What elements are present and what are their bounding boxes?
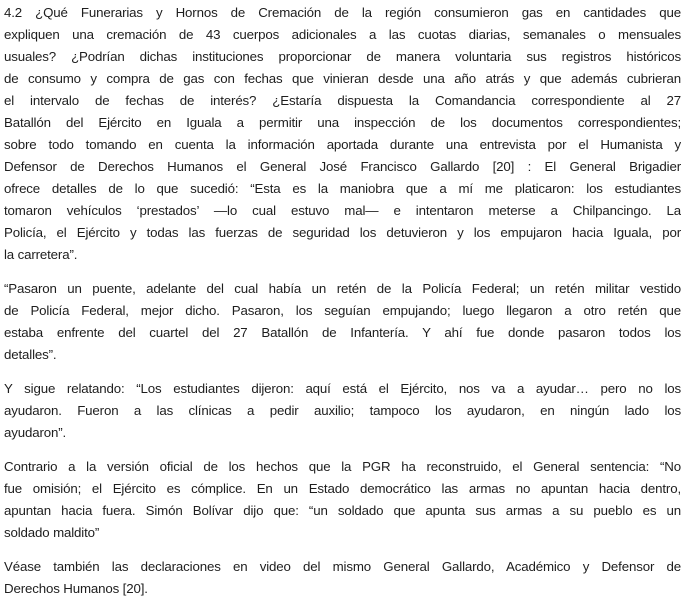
text-line: expliquen una cremación de 43 cuerpos adicionales a las cuotas diarias, semanales o mensuales [4, 27, 681, 42]
text-line: de Policía Federal, mejor dicho. Pasaron, los seguían empujando; luego llegaron a otro retén que [4, 303, 681, 318]
text-line: Defensor de Derechos Humanos el General José Francisco Gallardo [20] : El General Brigadier [4, 159, 681, 174]
text-line: usuales? ¿Podrían dichas instituciones proporcionar de manera voluntaria sus registros históricos [4, 49, 681, 64]
paragraph-see-also [4, 556, 681, 600]
paragraph-checkpoint-quote [4, 278, 681, 366]
text-line: ofrece detalles de lo que sucedió: “Esta es la maniobra que a mí me platicaron: los estudiantes [4, 181, 681, 196]
text-line: sobre todo tomando en cuenta la información aportada durante una entrevista por el Humanista y [4, 137, 681, 152]
paragraph-students-quote [4, 378, 681, 444]
text-line: detalles”. [4, 347, 57, 362]
text-line: Véase también las declaraciones en video del mismo General Gallardo, Académico y Defensor de [4, 559, 681, 574]
text-line: fue omisión; el Ejército es cómplice. En un Estado democrático las armas no apuntan hacia dentro, [4, 481, 681, 496]
text-line: Policía, el Ejército y todas las fuerzas de seguridad los detuvieron y los empujaron hacia Iguala, por [4, 225, 681, 240]
text-line: el intervalo de fechas de interés? ¿Estaría dispuesta la Comandancia correspondiente al 27 [4, 93, 681, 108]
text-line: Batallón del Ejército en Iguala a permitir una inspección de los documentos correspondientes; [4, 115, 681, 130]
text-line: estaba enfrente del cuartel del 27 Batallón de Infantería. Y ahí fue donde pasaron todos los [4, 325, 681, 340]
text-line: ayudaron”. [4, 425, 67, 440]
text-line: la carretera”. [4, 247, 78, 262]
document-page [4, 2, 681, 612]
text-line: ayudaron. Fueron a las clínicas a pedir auxilio; tampoco los ayudaron, en ningún lado los [4, 403, 681, 418]
text-line: apuntan hacia fuera. Simón Bolívar dijo que: “un soldado que apunta sus armas a su pueblo es un [4, 503, 681, 518]
text-line: tomaron vehículos ‘prestados’ —lo cual estuvo mal— e intentaron meterse a Chilpancingo. La [4, 203, 681, 218]
text-line: “Pasaron un puente, adelante del cual había un retén de la Policía Federal; un retén militar vestido [4, 281, 681, 296]
text-line: Derechos Humanos [20]. [4, 581, 148, 596]
text-line: de consumo y compra de gas con fechas que vinieran desde una año atrás y que además cubrieran [4, 71, 681, 86]
paragraph-general-sentence [4, 456, 681, 544]
text-line: 4.2 ¿Qué Funerarias y Hornos de Cremación de la región consumieron gas en cantidades que [4, 5, 681, 20]
text-line: Y sigue relatando: “Los estudiantes dijeron: aquí está el Ejército, nos va a ayudar… pero no los [4, 381, 681, 396]
paragraph-crematorium-questions [4, 2, 681, 266]
text-line: soldado maldito” [4, 525, 100, 540]
text-line: Contrario a la versión oficial de los hechos que la PGR ha reconstruido, el General sentencia: “No [4, 459, 681, 474]
